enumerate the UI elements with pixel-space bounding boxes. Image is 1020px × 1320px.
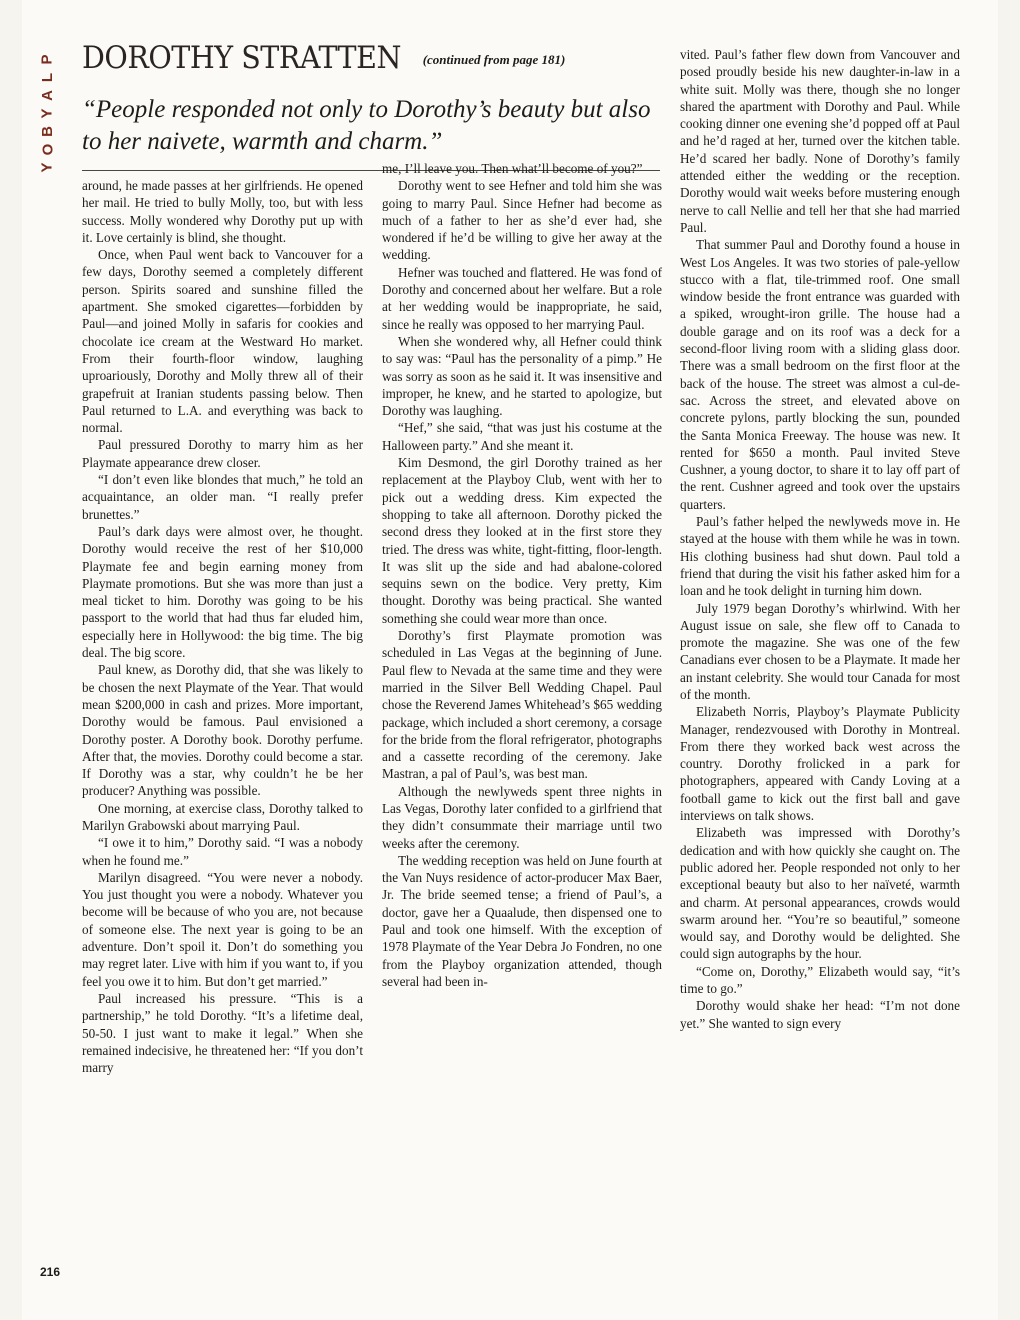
- sidebar-letter: Y: [38, 107, 56, 119]
- paragraph: me, I’ll leave you. Then what’ll become of you?”: [382, 161, 643, 176]
- paragraph: Paul pressured Dorothy to marry him as her Playmate appearance drew closer.: [82, 437, 363, 470]
- text-column-1: [82, 177, 363, 1076]
- paragraph: Once, when Paul went back to Vancouver for a few days, Dorothy seemed a completely different person. Spirits soared and sunshine filled the apartment. She smoked cigarettes—forbidden by Paul—and joined Molly in safaris for cookies and chocolate ice cream at the Westward Ho market. From their fourth-floor window, laughing uproariously, Dorothy and Molly threw all of their grapefruit at Iranian students passing below. Then Paul returned to L.A. and everything was back to normal.: [82, 247, 363, 436]
- sidebar-letter: L: [38, 71, 56, 83]
- text-column-3: [680, 46, 960, 1032]
- paragraph: When she wondered why, all Hefner could think to say was: “Paul has the personality of a pimp.” He was sorry as soon as he said it. It was insensitive and improper, he knew, and he started to apologize, but Dorothy was laughing.: [382, 333, 662, 419]
- sidebar-letter: P: [38, 53, 56, 65]
- paragraph: “Hef,” she said, “that was just his costume at the Halloween party.” And she meant it.: [382, 420, 662, 453]
- sidebar-letter: O: [38, 142, 56, 156]
- paragraph: “I don’t even like blondes that much,” he told an acquaintance, an older man. “I really prefer brunettes.”: [82, 472, 363, 522]
- sidebar-letter: B: [39, 125, 56, 137]
- sidebar-letter: A: [39, 89, 56, 101]
- paragraph: Kim Desmond, the girl Dorothy trained as her replacement at the Playboy Club, went with her to pick out a wedding dress. Kim expected the shopping to take all afternoon. Dorothy picked the second dress they looked at in the first store they tried. The dress was white, tight-fitting, floor-length. It was slit up the side and had abalone-colored sequins sewn on the bodice. Very pretty, Kim thought. Dorothy was being practical. She wanted something she could wear more than once.: [382, 455, 662, 626]
- paragraph: That summer Paul and Dorothy found a house in West Los Angeles. It was two stories of pale-yellow stucco with a flat, tile-trimmed roof. One small window beside the front entrance was guarded with a spiked, wrought-iron grille. The house had a double garage and on its roof was a deck for a second-floor living room with a sliding glass door. There was a small bedroom on the first floor at the back of the house. The street was almost a cul-de-sac. Across the street, and elevated above on concrete pylons, partly blocking the sun, pounded the Santa Monica Freeway. The house was new. It rented for $650 a month. Paul invited Steve Cushner, a young doctor, to share it to lay off part of the rent. Cushner agreed and took over the upstairs quarters.: [680, 237, 960, 512]
- paragraph: Paul’s dark days were almost over, he thought. Dorothy would receive the rest of her $10,000 Playmate fee and begin earning money from Playmate promotions. But she was more than just a meal ticket to him. Dorothy was going to be his passport to the world that had thus far eluded him, especially here in Hollywood: the big time. The big deal. The big score.: [82, 523, 363, 661]
- paragraph: Marilyn disagreed. “You were never a nobody. You just thought you were a nobody. Whatever you become will be because of who you are, not because of someone else. The next year is going to be an adventure. Don’t spoil it. Don’t do something you may regret later. Live with him if you want to, if you feel you owe it to him. But don’t get married.”: [82, 869, 363, 989]
- paragraph: around, he made passes at her girlfriends. He opened her mail. He tried to bully Molly, too, but with less success. Molly wondered why Dorothy put up with it. Love certainly is blind, she thought.: [82, 178, 363, 245]
- sidebar-letter: Y: [38, 161, 56, 173]
- magazine-name-vertical: [26, 50, 70, 176]
- page-number: 216: [40, 1265, 61, 1279]
- paragraph: “I owe it to him,” Dorothy said. “I was a nobody when he found me.”: [82, 835, 363, 868]
- paragraph: Elizabeth Norris, Playboy’s Playmate Publicity Manager, rendezvoused with Dorothy in Montreal. From there they worked back west across the country. Dorothy frolicked in a park for photographers, appeared with Candy Loving at a football game to kick out the first ball and gave interviews on talk shows.: [680, 704, 960, 824]
- paragraph: The wedding reception was held on June fourth at the Van Nuys residence of actor-producer Max Baer, Jr. The bride seemed tense; a friend of Paul’s, a doctor, gave her a Quaalude, then dispensed one to Paul and took one himself. With the exception of 1978 Playmate of the Year Debra Jo Fondren, no one from the Playboy organization attended, though several had been in-: [382, 852, 662, 989]
- paragraph: Elizabeth was impressed with Dorothy’s dedication and with how quickly she caught on. The public adored her. People responded not only to her exceptional beauty but also to her naïveté, warmth and charm. At personal appearances, crowds would swarm around her. “You’re so beautiful,” someone would say, and Dorothy would be delighted. She could sign autographs by the hour.: [680, 825, 960, 962]
- paragraph: vited. Paul’s father flew down from Vancouver and posed proudly beside his new daughter-in-law in a white suit. Molly was there, though she no longer shared the apartment with Dorothy and Paul. While cooking dinner one evening she’d popped off at Paul and he’d raged at her, turned over the kitchen table. He’d scared her badly. None of Dorothy’s family attended either the wedding or the reception. Dorothy would wait weeks before mustering enough nerve to call Nellie and tell her that she had married Paul.: [680, 47, 960, 235]
- paragraph: Dorothy went to see Hefner and told him she was going to marry Paul. Since Hefner had become as much of a father to her as she’d ever had, she wondered if he’d be willing to give her away at the wedding.: [382, 178, 662, 263]
- pull-quote: “People responded not only to Dorothy’s beauty but also to her naivete, warmth and charm.”: [82, 96, 651, 155]
- paragraph: One morning, at exercise class, Dorothy talked to Marilyn Grabowski about marrying Paul.: [82, 800, 363, 833]
- paragraph: Dorothy’s first Playmate promotion was scheduled in Las Vegas at the beginning of June. Paul flew to Nevada at the same time and they were married in the Silver Bell Wedding Chapel. Paul chose the Reverend James Whitehead’s $65 wedding package, which included a short ceremony, a corsage for the bride from the floral refrigerator, photographs and a cassette recording of the ceremony. Jake Mastran, a pal of Paul’s, was best man.: [382, 628, 662, 782]
- article-header: [82, 40, 672, 76]
- paragraph: Dorothy would shake her head: “I’m not done yet.” She wanted to sign every: [680, 998, 960, 1031]
- paragraph: Paul increased his pressure. “This is a partnership,” he told Dorothy. “It’s a lifetime deal, 50-50. I just want to make it legal.” When she remained indecisive, he threatened her: “If you don’t marry: [82, 990, 363, 1076]
- paragraph: Paul knew, as Dorothy did, that she was likely to be chosen the next Playmate of the Year. That would mean $200,000 in cash and prizes. More important, Dorothy would be famous. Paul envisioned a Dorothy poster. A Dorothy book. Dorothy perfume. After that, the movies. Dorothy could become a star. If Dorothy was a star, why couldn’t he be her producer? Anything was possible.: [82, 662, 363, 799]
- paragraph: Although the newlyweds spent three nights in Las Vegas, Dorothy later confided to a girlfriend that they didn’t consummate their marriage until two weeks after the ceremony.: [382, 783, 662, 851]
- paragraph: Paul’s father helped the newlyweds move in. He stayed at the house with them while he was in town. His clothing business had shut down. Paul told a friend that during the visit his father asked him for a loan and he took delight in turning him down.: [680, 514, 960, 599]
- continued-note: (continued from page 181): [422, 52, 566, 67]
- article-title: DOROTHY STRATTEN: [82, 40, 401, 76]
- text-column-2: [382, 160, 662, 990]
- paragraph: July 1979 began Dorothy’s whirlwind. With her August issue on sale, she flew off to Canada to promote the magazine. She was one of the few Canadians ever chosen to be a Playmate. It made her an instant celebrity. She would tour Canada for most of the month.: [680, 600, 960, 702]
- paragraph: “Come on, Dorothy,” Elizabeth would say, “it’s time to go.”: [680, 963, 960, 997]
- paragraph: Hefner was touched and flattered. He was fond of Dorothy and concerned about her welfare. But a role at her wedding would be inappropriate, he said, since he really was opposed to her marrying Paul.: [382, 264, 662, 332]
